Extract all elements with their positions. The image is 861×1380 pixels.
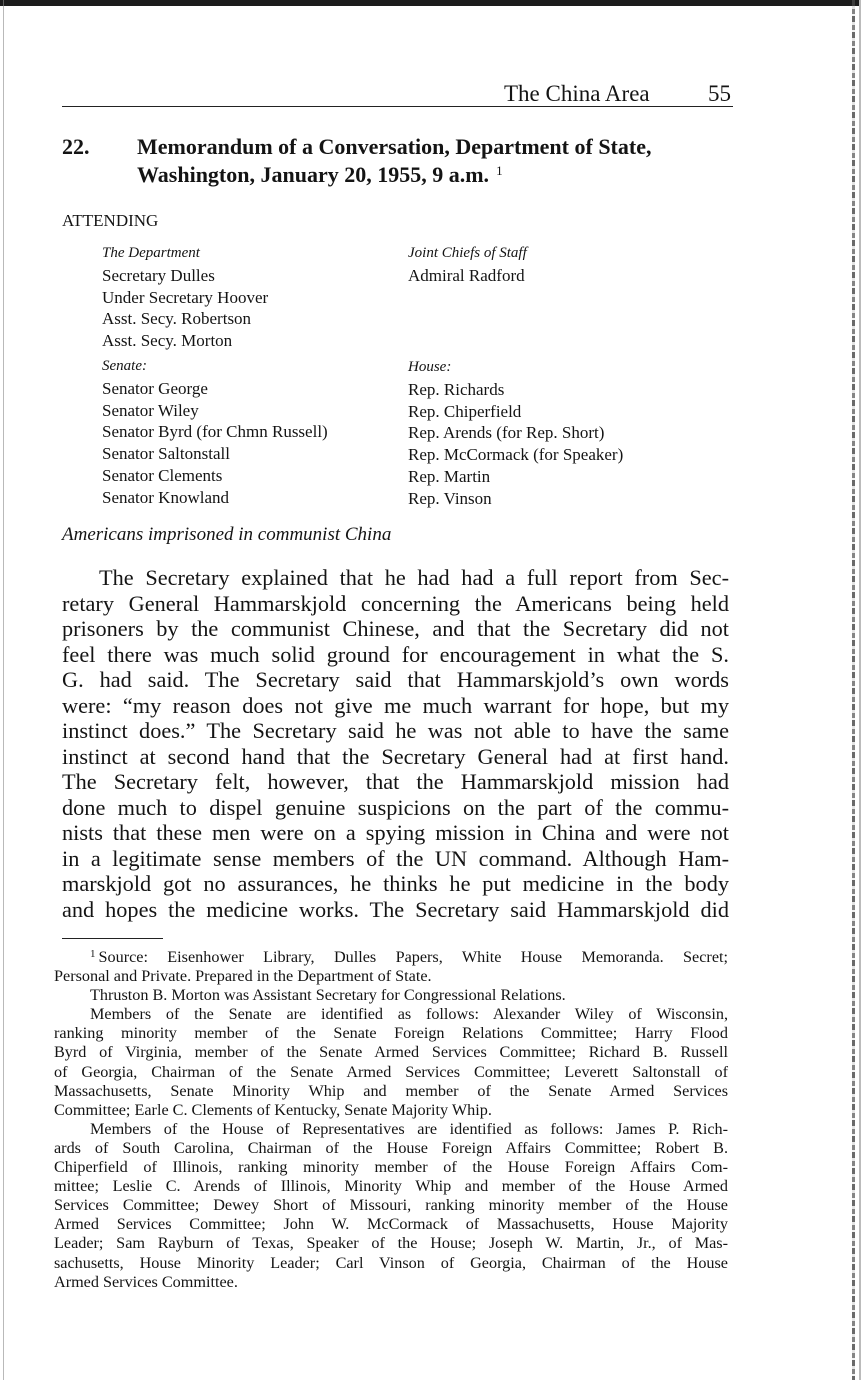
body-line: instinct at second hand that the Secretary General had at first hand. — [62, 743, 729, 769]
body-line: retary General Hammarskjold concerning the Americans being held — [62, 590, 729, 616]
footnote-line: Byrd of Virginia, member of the Senate Armed Services Committee; Richard B. Russell — [54, 1043, 728, 1062]
body-line: G. had said. The Secretary said that Hammarskjold’s own words — [62, 667, 729, 692]
attendee: Rep. Arends (for Rep. Short) — [408, 423, 605, 443]
scan-edge-right — [852, 0, 855, 1380]
body-line: prisoners by the communist Chinese, and that the Secretary did not — [62, 616, 729, 641]
footnote-line: Committee; Earle C. Clements of Kentucky, Senate Majority Whip. — [54, 1100, 492, 1119]
body-line: The Secretary felt, however, that the Hammarskjold mission had — [62, 769, 729, 794]
body-line: nists that these men were on a spying mission in China and were not — [62, 820, 729, 845]
footnote-reference: 1 — [496, 163, 503, 178]
scan-edge-left — [3, 0, 4, 1380]
footnotes — [54, 948, 728, 1292]
attendee: Rep. Vinson — [408, 488, 492, 508]
section-heading: Americans imprisoned in communist China — [62, 524, 392, 545]
attendee: Secretary Dulles — [102, 265, 215, 285]
footnote-line: of Georgia, Chairman of the Senate Armed Services Committee; Leverett Saltonstall of — [54, 1062, 728, 1081]
attendee: Senator Clements — [102, 465, 223, 485]
footnote-line: Members of the Senate are identified as follows: Alexander Wiley of Wisconsin, — [90, 1005, 728, 1024]
footnote-rule — [62, 938, 163, 939]
footnote-line: Chiperfield of Illinois, ranking minority member of the House Foreign Affairs Com- — [54, 1158, 728, 1177]
footnote-line: Armed Services Committee. — [54, 1272, 238, 1291]
body-line: and hopes the medicine works. The Secretary said Hammarskjold did — [62, 896, 729, 922]
body-line: instinct does.” The Secretary said he was not able to have the same — [62, 718, 729, 743]
senate-heading: Senate: — [102, 358, 147, 374]
attendee: Senator Knowland — [102, 487, 230, 507]
body-paragraph — [62, 565, 729, 922]
attendee: Admiral Radford — [408, 265, 525, 285]
footnote-line: Personal and Private. Prepared in the Department of State. — [54, 967, 432, 986]
attendee: Rep. Martin — [408, 466, 491, 486]
body-line: feel there was much solid ground for encouragement in what the S. — [62, 641, 729, 667]
footnote-line: mittee; Leslie C. Arends of Illinois, Minority Whip and member of the House Armed — [54, 1177, 728, 1196]
footnote-line: Leader; Sam Rayburn of Texas, Speaker of the House; Joseph W. Martin, Jr., of Mas- — [54, 1234, 728, 1253]
body-line: were: “my reason does not give me much warrant for hope, but my — [62, 692, 729, 718]
body-line: marskjold got no assurances, he thinks he put medicine in the body — [62, 871, 729, 896]
footnote-line: $^1$ Source: Eisenhower Library, Dulles Papers, White House Memoranda. Secret; — [90, 948, 728, 966]
footnote-line: ards of South Carolina, Chairman of the House Foreign Affairs Committee; Robert B. — [54, 1138, 728, 1157]
footnote-line: Massachusetts, Senate Minority Whip and member of the Senate Armed Services — [54, 1081, 728, 1100]
attendee: Senator Saltonstall — [102, 444, 230, 464]
house-heading: House: — [408, 359, 452, 375]
body-line: done much to dispel genuine suspicions on the part of the commu- — [62, 794, 729, 820]
attendee: Asst. Secy. Morton — [102, 331, 233, 351]
senate-list — [102, 356, 328, 509]
jcs-heading: Joint Chiefs of Staff — [408, 245, 527, 261]
document-number: 22. — [62, 134, 90, 159]
attendee: Senator Wiley — [102, 400, 199, 420]
document-title — [137, 133, 737, 192]
department-list — [102, 243, 268, 352]
page-number: 55 — [708, 81, 731, 106]
attendee: Rep. McCormack (for Speaker) — [408, 445, 624, 465]
document-title-line: Washington, January 20, 1955, 9 a.m. $^1$ — [137, 162, 503, 187]
body-line: The Secretary explained that he had had a full report from Sec- — [99, 565, 729, 590]
footnote-line: ranking minority member of the Senate Foreign Relations Committee; Harry Flood — [54, 1024, 728, 1043]
footnote-line: Armed Services Committee; John W. McCormack of Massachusetts, House Majority — [54, 1215, 728, 1234]
house-list — [408, 357, 623, 510]
footnote-line: Members of the House of Representatives are identified as follows: James P. Rich- — [90, 1119, 728, 1138]
running-header-title: The China Area — [504, 81, 650, 106]
jcs-list — [408, 243, 527, 287]
attendee: Senator George — [102, 378, 208, 398]
department-heading: The Department — [102, 245, 200, 261]
footnote-line: Thruston B. Morton was Assistant Secretary for Congressional Relations. — [90, 986, 566, 1005]
body-line: in a legitimate sense members of the UN command. Although Ham- — [62, 845, 729, 871]
attendee: Asst. Secy. Robertson — [102, 309, 252, 329]
attending-label: ATTENDING — [62, 211, 159, 230]
footnote-marker: 1 — [90, 948, 96, 960]
scan-edge-top — [0, 0, 861, 6]
attendee: Senator Byrd (for Chmn Russell) — [102, 422, 328, 442]
header-rule — [62, 106, 733, 107]
document-title-line: Memorandum of a Conversation, Department of State, — [137, 134, 652, 159]
footnote-line: Services Committee; Dewey Short of Missouri, ranking minority member of the House — [54, 1196, 728, 1215]
attendee: Under Secretary Hoover — [102, 287, 269, 307]
attendee: Rep. Chiperfield — [408, 401, 522, 421]
footnote-line: sachusetts, House Minority Leader; Carl Vinson of Georgia, Chairman of the House — [54, 1253, 728, 1272]
attendee: Rep. Richards — [408, 379, 505, 399]
